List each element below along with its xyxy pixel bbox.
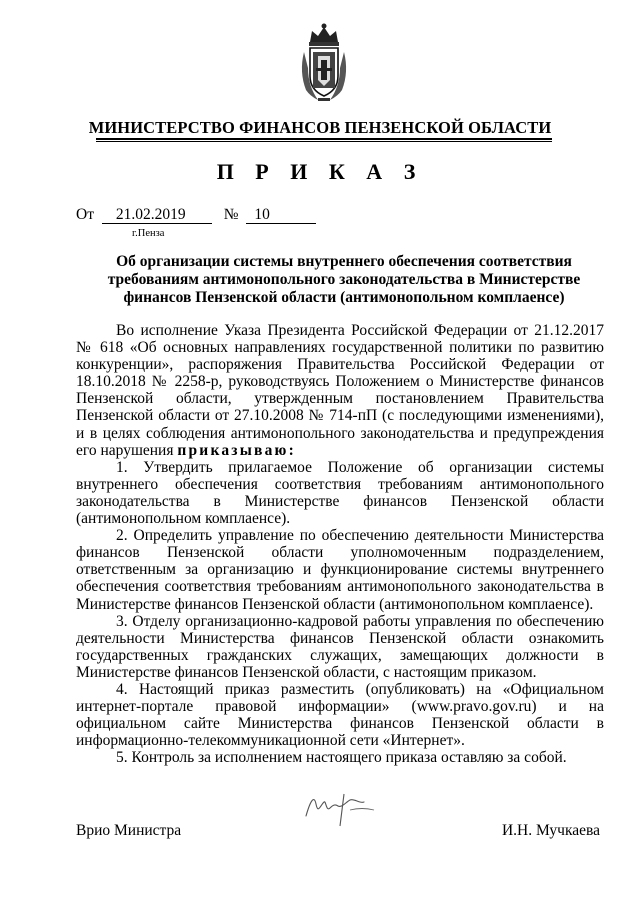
header-rule-thin <box>96 141 552 142</box>
signatory-role: Врио Министра <box>76 822 182 839</box>
order-item-5: 5. Контроль за исполнением настоящего приказа оставляю за собой. <box>116 749 567 767</box>
order-item-2: 2. Определить управление по обеспечению деятельности Министерства финансов Пензенской области уполномоченным подразделением, ответственным за организацию и функционирование системы внутреннего обеспечения соответствия требованиям антимонопольного законодательства в Министерстве финансов Пензенской области (антимонопольном комплаенсе). <box>76 527 604 613</box>
ministry-name: МИНИСТЕРСТВО ФИНАНСОВ ПЕНЗЕНСКОЙ ОБЛАСТИ <box>88 118 552 137</box>
header-rule-thick <box>96 138 552 140</box>
handwritten-signature <box>300 786 380 830</box>
order-title: Об организации системы внутреннего обеспечения соответствия требованиям антимонопольного законодательства в Министерстве финансов Пензенской области (антимонопольном комплаенсе) <box>107 253 581 306</box>
signatory-name: И.Н. Мучкаева <box>501 822 600 839</box>
city: г.Пенза <box>132 228 165 239</box>
coat-of-arms-icon <box>298 22 350 102</box>
order-item-4: 4. Настоящий приказ разместить (опубликовать) на «Официальном интернет-портале правовой информации» (www.pravo.gov.ru) и на официальном сайте Министерства финансов Пензенской области в информационно-телекоммуникационной сети «Интернет». <box>76 680 604 750</box>
order-meta <box>76 206 316 224</box>
order-item-1: 1. Утвердить прилагаемое Положение об организации системы внутреннего обеспечения соответствия требованиям антимонопольного законодательства в Министерстве финансов Пензенской области (антимонопольном комплаенсе). <box>76 458 604 528</box>
preamble-text: Во исполнение Указа Президента Российской Федерации от 21.12.2017 № 618 «Об основных направлениях государственной политики по развитию конкуренции», распоряжения Правительства Российской Федерации от 18.10.2018 № 2258-р, руководствуясь Положением о Министерстве финансов Пензенской области, утвержденным постановлением Правительства Пензенской области от 27.10.2008 № 714-пП (с последующими изменениями), и в целях соблюдения антимонопольного законодательства и предупреждения его нарушения <box>76 322 604 459</box>
number-prefix: № <box>223 206 239 223</box>
order-word: приказываю: <box>177 441 296 459</box>
document-type: П Р И К А З <box>216 159 424 184</box>
preamble-paragraph <box>76 322 604 459</box>
order-item-3: 3. Отделу организационно-кадровой работы управления по обеспечению деятельности Министерства финансов Пензенской области ознакомить государственных гражданских служащих, замещающих должности в Министерстве финансов Пензенской области, с настоящим приказом. <box>76 612 604 681</box>
order-body <box>76 322 604 766</box>
order-date: 21.02.2019 <box>102 206 212 224</box>
order-number: 10 <box>246 206 316 224</box>
date-prefix: От <box>76 206 94 223</box>
